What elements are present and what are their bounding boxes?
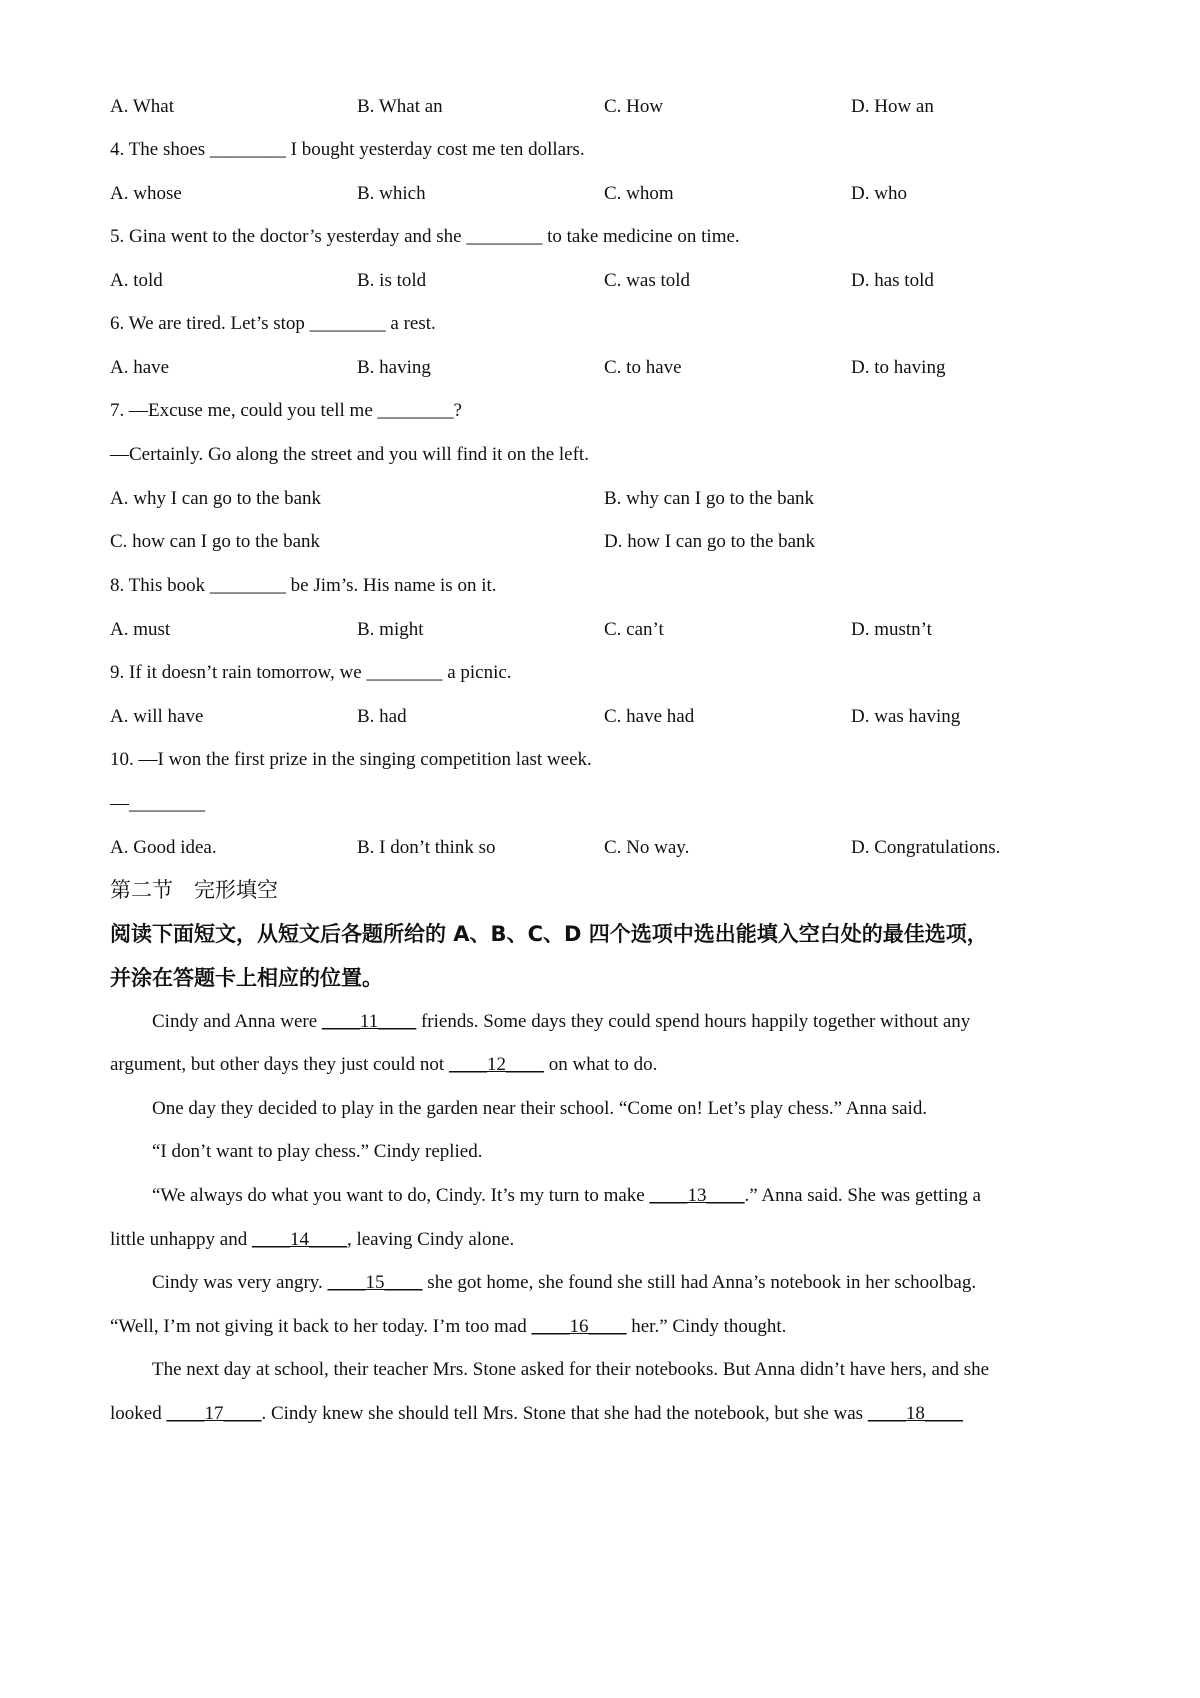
q7-option-b[interactable]: B. why can I go to the bank [604,488,815,509]
passage-line [110,1053,1100,1077]
passage-text: her.” Cindy thought. [626,1316,787,1337]
blank-13[interactable]: ____13____ [649,1185,745,1206]
blank-18[interactable]: ____18____ [867,1403,963,1424]
q4-option-c[interactable]: C. whom [604,183,674,204]
q3-option-a[interactable]: A. What [110,96,175,117]
q7-options-row1 [110,487,1110,511]
q5-option-c[interactable]: C. was told [604,270,691,291]
passage-line [110,1315,1100,1339]
q9-question: 9. If it doesn’t rain tomorrow, we ________ a picnic. [110,662,512,683]
q7-reply: —Certainly. Go along the street and you will find it on the left. [110,444,589,465]
q7-option-a[interactable]: A. why I can go to the bank [110,488,322,509]
passage-line: One day they decided to play in the garden near their school. “Come on! Let’s play chess.” Anna said. [152,1098,928,1119]
q6-option-c[interactable]: C. to have [604,357,682,378]
q4-options [110,182,1110,206]
q9-options [110,705,1110,729]
q9-option-d[interactable]: D. was having [851,706,961,727]
q3-option-b[interactable]: B. What an [357,96,443,117]
q8-option-d[interactable]: D. mustn’t [851,619,932,640]
blank-15[interactable]: ____15____ [327,1272,423,1293]
passage-text: little unhappy and [110,1229,252,1250]
q7-option-c[interactable]: C. how can I go to the bank [110,531,321,552]
q5-option-a[interactable]: A. told [110,270,163,291]
q8-question: 8. This book ________ be Jim’s. His name is on it. [110,575,497,596]
q8-option-c[interactable]: C. can’t [604,619,664,640]
blank-11[interactable]: ____11____ [321,1011,417,1032]
passage-text: Cindy was very angry. [152,1272,328,1293]
q7-option-d[interactable]: D. how I can go to the bank [604,531,816,552]
q10-option-b[interactable]: B. I don’t think so [357,837,496,858]
passage-text: . Cindy knew she should tell Mrs. Stone that she had the notebook, but she was [261,1403,868,1424]
q10-question: 10. —I won the first prize in the singing competition last week. [110,749,592,770]
q10-option-d[interactable]: D. Congratulations. [851,837,1001,858]
q4-option-b[interactable]: B. which [357,183,426,204]
passage-text: friends. Some days they could spend hours happily together without any [416,1011,971,1032]
blank-14[interactable]: ____14____ [251,1229,347,1250]
passage-line: The next day at school, their teacher Mrs. Stone asked for their notebooks. But Anna didn’t have hers, and she [152,1359,990,1380]
q6-option-d[interactable]: D. to having [851,357,946,378]
passage-line [110,1228,1100,1252]
q9-option-b[interactable]: B. had [357,706,407,727]
q7-question: 7. —Excuse me, could you tell me ________? [110,400,462,421]
q3-option-d[interactable]: D. How an [851,96,934,117]
passage-text: on what to do. [543,1054,658,1075]
passage-line: “I don’t want to play chess.” Cindy replied. [152,1141,483,1162]
q5-options [110,269,1110,293]
q10-options [110,836,1110,860]
q4-option-a[interactable]: A. whose [110,183,182,204]
q10-reply: —________ [110,793,205,814]
passage-line [152,1010,1142,1034]
passage-text: .” Anna said. She was getting a [744,1185,981,1206]
q6-options [110,356,1110,380]
q8-options [110,618,1110,642]
q5-option-d[interactable]: D. has told [851,270,934,291]
passage-line [152,1184,1142,1208]
q3-option-c[interactable]: C. How [604,96,664,117]
q9-option-c[interactable]: C. have had [604,706,695,727]
passage-text: she got home, she found she still had Anna’s notebook in her schoolbag. [422,1272,977,1293]
q6-question: 6. We are tired. Let’s stop ________ a rest. [110,313,436,334]
q9-option-a[interactable]: A. will have [110,706,204,727]
section-instruction-line2: 并涂在答题卡上相应的位置。 [110,966,383,990]
passage-text: Cindy and Anna were [152,1011,322,1032]
section-instruction-line1: 阅读下面短文，从短文后各题所给的 A、B、C、D 四个选项中选出能填入空白处的最佳选项， [110,922,988,946]
blank-17[interactable]: ____17____ [166,1403,262,1424]
passage-text: looked [110,1403,167,1424]
passage-text: “Well, I’m not giving it back to her today. I’m too mad [110,1316,532,1337]
blank-16[interactable]: ____16____ [531,1316,627,1337]
q10-option-c[interactable]: C. No way. [604,837,690,858]
passage-line [152,1271,1142,1295]
q3-options [110,95,1110,119]
q4-option-d[interactable]: D. who [851,183,907,204]
passage-text: , leaving Cindy alone. [346,1229,515,1250]
q6-option-a[interactable]: A. have [110,357,170,378]
section-heading: 第二节 完形填空 [110,878,278,902]
passage-text: argument, but other days they just could not [110,1054,449,1075]
q7-options-row2 [110,530,1110,554]
blank-12[interactable]: ____12____ [448,1054,544,1075]
passage-line [110,1402,1100,1426]
q8-option-b[interactable]: B. might [357,619,424,640]
q4-question: 4. The shoes ________ I bought yesterday cost me ten dollars. [110,139,585,160]
q6-option-b[interactable]: B. having [357,357,431,378]
q8-option-a[interactable]: A. must [110,619,171,640]
q5-question: 5. Gina went to the doctor’s yesterday and she ________ to take medicine on time. [110,226,740,247]
passage-text: “We always do what you want to do, Cindy. It’s my turn to make [152,1185,650,1206]
q10-option-a[interactable]: A. Good idea. [110,837,217,858]
q5-option-b[interactable]: B. is told [357,270,427,291]
